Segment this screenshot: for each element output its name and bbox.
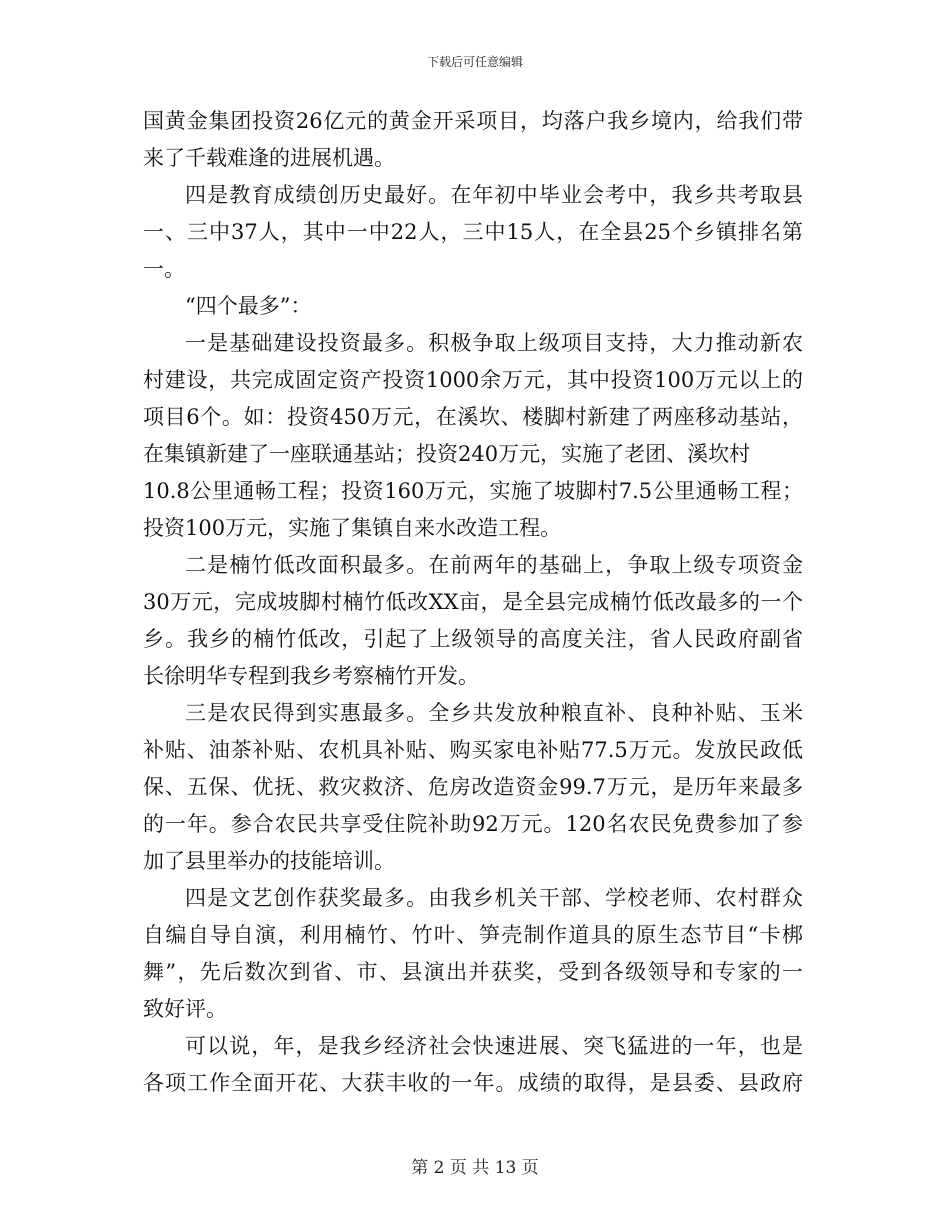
text-line: 一是基础建设投资最多。积极争取上级项目支持，大力推动新农 (185, 331, 803, 355)
text-line: 保、五保、优抚、救灾救济、危房改造资金99.7万元，是历年来最多 (143, 775, 803, 799)
text-line: 补贴、油茶补贴、农机具补贴、购买家电补贴77.5万元。发放民政低 (143, 738, 803, 762)
text-line: 致好评。 (143, 997, 227, 1021)
page-header: 下载后可任意编辑 (426, 55, 523, 69)
text-line: 国黄金集团投资26亿元的黄金开采项目，均落户我乡境内，给我们带 (143, 109, 803, 133)
text-line: 三是农民得到实惠最多。全乡共发放种粮直补、良种补贴、玉米 (185, 701, 803, 725)
text-line: 二是楠竹低改面积最多。在前两年的基础上，争取上级专项资金 (185, 553, 803, 577)
text-line: 长徐明华专程到我乡考察楠竹开发。 (143, 664, 479, 688)
text-line: 各项工作全面开花、大获丰收的一年。成绩的取得，是县委、县政府 (143, 1071, 803, 1095)
text-line: 四是教育成绩创历史最好。在年初中毕业会考中，我乡共考取县 (185, 183, 803, 207)
text-line: 村建设，共完成固定资产投资1000余万元，其中投资100万元以上的 (143, 368, 803, 392)
text-line: 来了千载难逢的进展机遇。 (143, 146, 395, 170)
document-body (143, 103, 803, 1102)
text-line: 一。 (143, 257, 185, 281)
text-line: 舞”，先后数次到省、市、县演出并获奖，受到各级领导和专家的一 (143, 960, 803, 984)
text-line: 四是文艺创作获奖最多。由我乡机关干部、学校老师、农村群众 (185, 886, 803, 910)
text-line: 一、三中37人，其中一中22人，三中15人，在全县25个乡镇排名第 (143, 220, 803, 244)
text-line: 10.8公里通畅工程；投资160万元，实施了坡脚村7.5公里通畅工程； (143, 479, 803, 503)
text-line: 可以说，年，是我乡经济社会快速进展、突飞猛进的一年，也是 (185, 1034, 803, 1058)
text-line: 项目6个。如：投资450万元，在溪坎、楼脚村新建了两座移动基站， (143, 405, 803, 429)
text-line: 30万元，完成坡脚村楠竹低改XX亩，是全县完成楠竹低改最多的一个 (143, 590, 803, 614)
text-line: “四个最多”： (185, 294, 312, 318)
text-line: 自编自导自演，利用楠竹、竹叶、笋壳制作道具的原生态节目“卡梆 (143, 923, 803, 947)
text-line: 的一年。参合农民共享受住院补助92万元。120名农民免费参加了参 (143, 812, 803, 836)
text-line: 在集镇新建了一座联通基站；投资240万元，实施了老团、溪坎村 (143, 442, 751, 466)
text-line: 加了县里举办的技能培训。 (143, 849, 395, 873)
page-footer: 第 2 页 共 13 页 (411, 1158, 539, 1178)
text-line: 乡。我乡的楠竹低改，引起了上级领导的高度关注，省人民政府副省 (143, 627, 803, 651)
text-line: 投资100万元，实施了集镇自来水改造工程。 (143, 516, 562, 540)
